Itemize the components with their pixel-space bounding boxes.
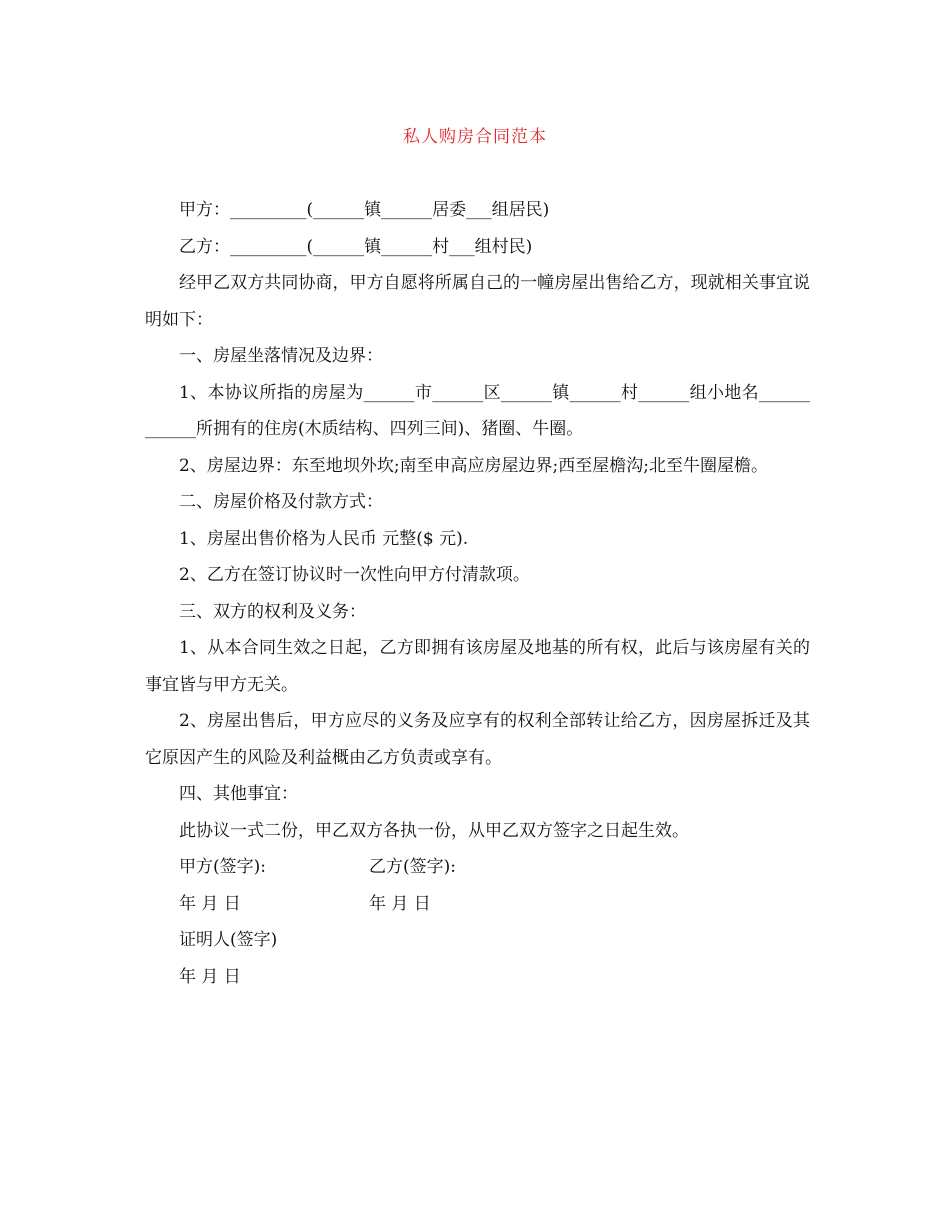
party-b-date: 年 月 日 <box>369 893 431 914</box>
clause-4-1: 此协议一式二份，甲乙双方各执一份，从甲乙双方签字之日起生效。 <box>179 820 689 841</box>
party-b-line: 乙方：_________(______镇______村___组村民) <box>179 236 533 257</box>
clause-1-2: 2、房屋边界：东至地坝外坎;南至申高应房屋边界;西至屋檐沟;北至牛圈屋檐。 <box>179 455 768 476</box>
contract-body <box>145 192 810 995</box>
party-a-line: 甲方：_________(______镇______居委___组居民) <box>179 200 550 220</box>
document-title: 私人购房合同范本 <box>403 127 547 147</box>
intro-paragraph: 经甲乙双方共同协商，甲方自愿将所属自己的一幢房屋出售给乙方，现就相关事宜说明如下： <box>145 273 810 330</box>
section-heading-1: 一、房屋坐落情况及边界： <box>179 346 383 366</box>
witness-signature-label: 证明人(签字) <box>179 930 278 950</box>
section-heading-3: 三、双方的权利及义务： <box>179 601 366 622</box>
party-b-signature-label: 乙方(签字): <box>369 857 456 877</box>
clause-3-2: 2、房屋出售后，甲方应尽的义务及应享有的权利全部转让给乙方，因房屋拆迁及其它原因产生的风险及利益概由乙方负责或享有。 <box>145 711 810 768</box>
clause-1-1: 1、本协议所指的房屋为______市______区______镇______村______组小地名____________所拥有的住房(木质结构、四列三间)、猪圈、牛圈。 <box>145 382 810 439</box>
witness-date: 年 月 日 <box>179 966 241 987</box>
witness-row <box>145 922 810 959</box>
clause-2-1: 1、房屋出售价格为人民币 元整($ 元). <box>179 528 469 549</box>
party-a-signature-label: 甲方(签字): <box>179 857 266 877</box>
clause-3-1: 1、从本合同生效之日起，乙方即拥有该房屋及地基的所有权，此后与该房屋有关的事宜皆与甲方无关。 <box>145 638 810 695</box>
section-heading-4: 四、其他事宜： <box>179 784 298 804</box>
signature-row <box>145 849 810 886</box>
section-heading-2: 二、房屋价格及付款方式： <box>179 492 383 512</box>
signature-date-row <box>145 886 810 923</box>
party-a-date: 年 月 日 <box>179 893 241 914</box>
witness-date-row <box>145 959 810 996</box>
clause-2-2: 2、乙方在签订协议时一次性向甲方付清款项。 <box>179 565 530 585</box>
